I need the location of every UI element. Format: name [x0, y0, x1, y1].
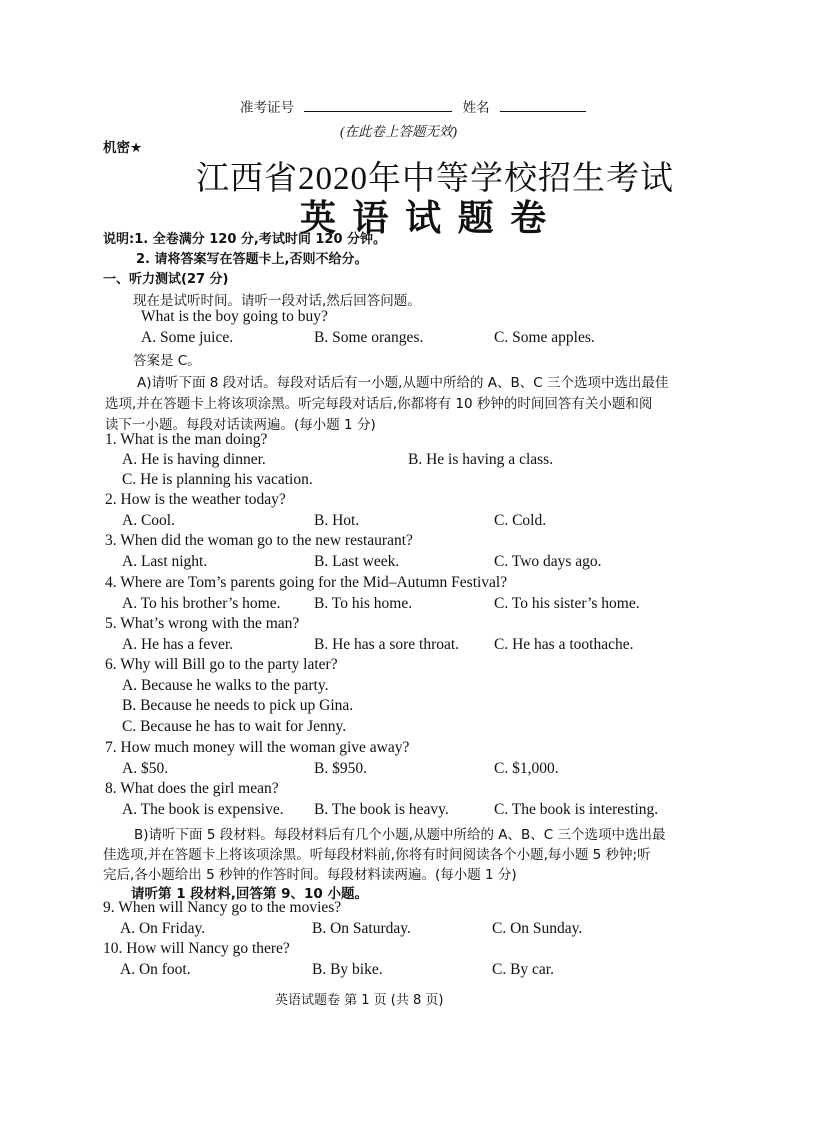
trial-answer: 答案是 C。: [133, 353, 201, 369]
question-6: 6. Why will Bill go to the party later?: [105, 656, 338, 673]
q1-option-b[interactable]: B. He is having a class.: [408, 451, 554, 468]
confidential-mark: 机密★: [103, 140, 143, 156]
section-heading-listening: 一、听力测试(27 分): [103, 272, 229, 287]
q2-option-b[interactable]: B. Hot.: [314, 512, 360, 529]
partA-instruction-1: A)请听下面 8 段对话。每段对话后有一小题,从题中所给的 A、B、C 三个选项中选出最佳: [137, 375, 669, 391]
name-blank: [500, 97, 586, 112]
partB-instruction-3: 完后,各小题给出 5 秒钟的作答时间。每段材料读两遍。(每小题 1 分): [103, 867, 517, 883]
page-title: 江西省2020年中等学校招生考试: [196, 161, 674, 197]
trial-option-a: A. Some juice.: [141, 329, 234, 346]
q6-option-b[interactable]: B. Because he needs to pick up Gina.: [122, 697, 354, 714]
name-label: 姓名: [462, 100, 490, 116]
question-8: 8. What does the girl mean?: [105, 780, 279, 797]
exam-id-row: [240, 96, 586, 116]
q9-option-a[interactable]: A. On Friday.: [120, 920, 206, 937]
q1-option-c[interactable]: C. He is planning his vacation.: [122, 471, 313, 488]
question-4: 4. Where are Tom’s parents going for the Mid–Autumn Festival?: [105, 574, 508, 591]
q2-option-a[interactable]: A. Cool.: [122, 512, 175, 529]
q7-option-b[interactable]: B. $950.: [314, 760, 367, 777]
partB-instruction-1: B)请听下面 5 段材料。每段材料后有几个小题,从题中所给的 A、B、C 三个选项中选出最: [134, 827, 666, 843]
q3-option-b[interactable]: B. Last week.: [314, 553, 400, 570]
question-7: 7. How much money will the woman give away?: [105, 739, 410, 756]
partA-instruction-3: 读下一小题。每段对话读两遍。(每小题 1 分): [105, 417, 376, 433]
q6-option-a[interactable]: A. Because he walks to the party.: [122, 677, 329, 694]
q3-option-c[interactable]: C. Two days ago.: [494, 553, 602, 570]
exam-id-blank: [304, 97, 452, 112]
question-5: 5. What’s wrong with the man?: [105, 615, 300, 632]
question-2: 2. How is the weather today?: [105, 491, 286, 508]
question-10: 10. How will Nancy go there?: [103, 940, 290, 957]
q10-option-a[interactable]: A. On foot.: [120, 961, 191, 978]
invalid-answer-note: (在此卷上答题无效): [340, 124, 457, 139]
q9-option-c[interactable]: C. On Sunday.: [492, 920, 583, 937]
q4-option-b[interactable]: B. To his home.: [314, 595, 413, 612]
q5-option-b[interactable]: B. He has a sore throat.: [314, 636, 460, 653]
partB-instruction-2: 佳选项,并在答题卡上将该项涂黑。听每段材料前,你将有时间阅读各个小题,每小题 5 秒钟;听: [103, 847, 651, 863]
q3-option-a[interactable]: A. Last night.: [122, 553, 208, 570]
question-9: 9. When will Nancy go to the movies?: [103, 899, 342, 916]
q10-option-c[interactable]: C. By car.: [492, 961, 554, 978]
q4-option-a[interactable]: A. To his brother’s home.: [122, 595, 281, 612]
q6-option-c[interactable]: C. Because he has to wait for Jenny.: [122, 718, 347, 735]
q8-option-c[interactable]: C. The book is interesting.: [494, 801, 659, 818]
q5-option-c[interactable]: C. He has a toothache.: [494, 636, 634, 653]
instruction-line-2: 2. 请将答案写在答题卡上,否则不给分。: [136, 252, 368, 267]
exam-id-label: 准考证号: [240, 100, 294, 116]
trial-question: What is the boy going to buy?: [141, 308, 328, 325]
question-3: 3. When did the woman go to the new restaurant?: [105, 532, 413, 549]
q7-option-c[interactable]: C. $1,000.: [494, 760, 559, 777]
q7-option-a[interactable]: A. $50.: [122, 760, 169, 777]
q10-option-b[interactable]: B. By bike.: [312, 961, 383, 978]
q1-option-a[interactable]: A. He is having dinner.: [122, 451, 266, 468]
q8-option-b[interactable]: B. The book is heavy.: [314, 801, 449, 818]
q8-option-a[interactable]: A. The book is expensive.: [122, 801, 284, 818]
trial-option-b: B. Some oranges.: [314, 329, 424, 346]
q5-option-a[interactable]: A. He has a fever.: [122, 636, 234, 653]
question-1: 1. What is the man doing?: [105, 431, 268, 448]
trial-intro: 现在是试听时间。请听一段对话,然后回答问题。: [133, 293, 421, 309]
trial-option-c: C. Some apples.: [494, 329, 595, 346]
q9-option-b[interactable]: B. On Saturday.: [312, 920, 411, 937]
page-footer: 英语试题卷 第 1 页 (共 8 页): [275, 993, 444, 1008]
q4-option-c[interactable]: C. To his sister’s home.: [494, 595, 640, 612]
partA-instruction-2: 选项,并在答题卡上将该项涂黑。听完每段对话后,你都将有 10 秒钟的时间回答有关小题和阅: [105, 396, 653, 412]
material-1-note: 请听第 1 段材料,回答第 9、10 小题。: [131, 886, 369, 902]
paper-subtitle: 英 语 试 题 卷: [300, 198, 549, 239]
instruction-line-1: 说明:1. 全卷满分 120 分,考试时间 120 分钟。: [103, 232, 387, 247]
q2-option-c[interactable]: C. Cold.: [494, 512, 547, 529]
